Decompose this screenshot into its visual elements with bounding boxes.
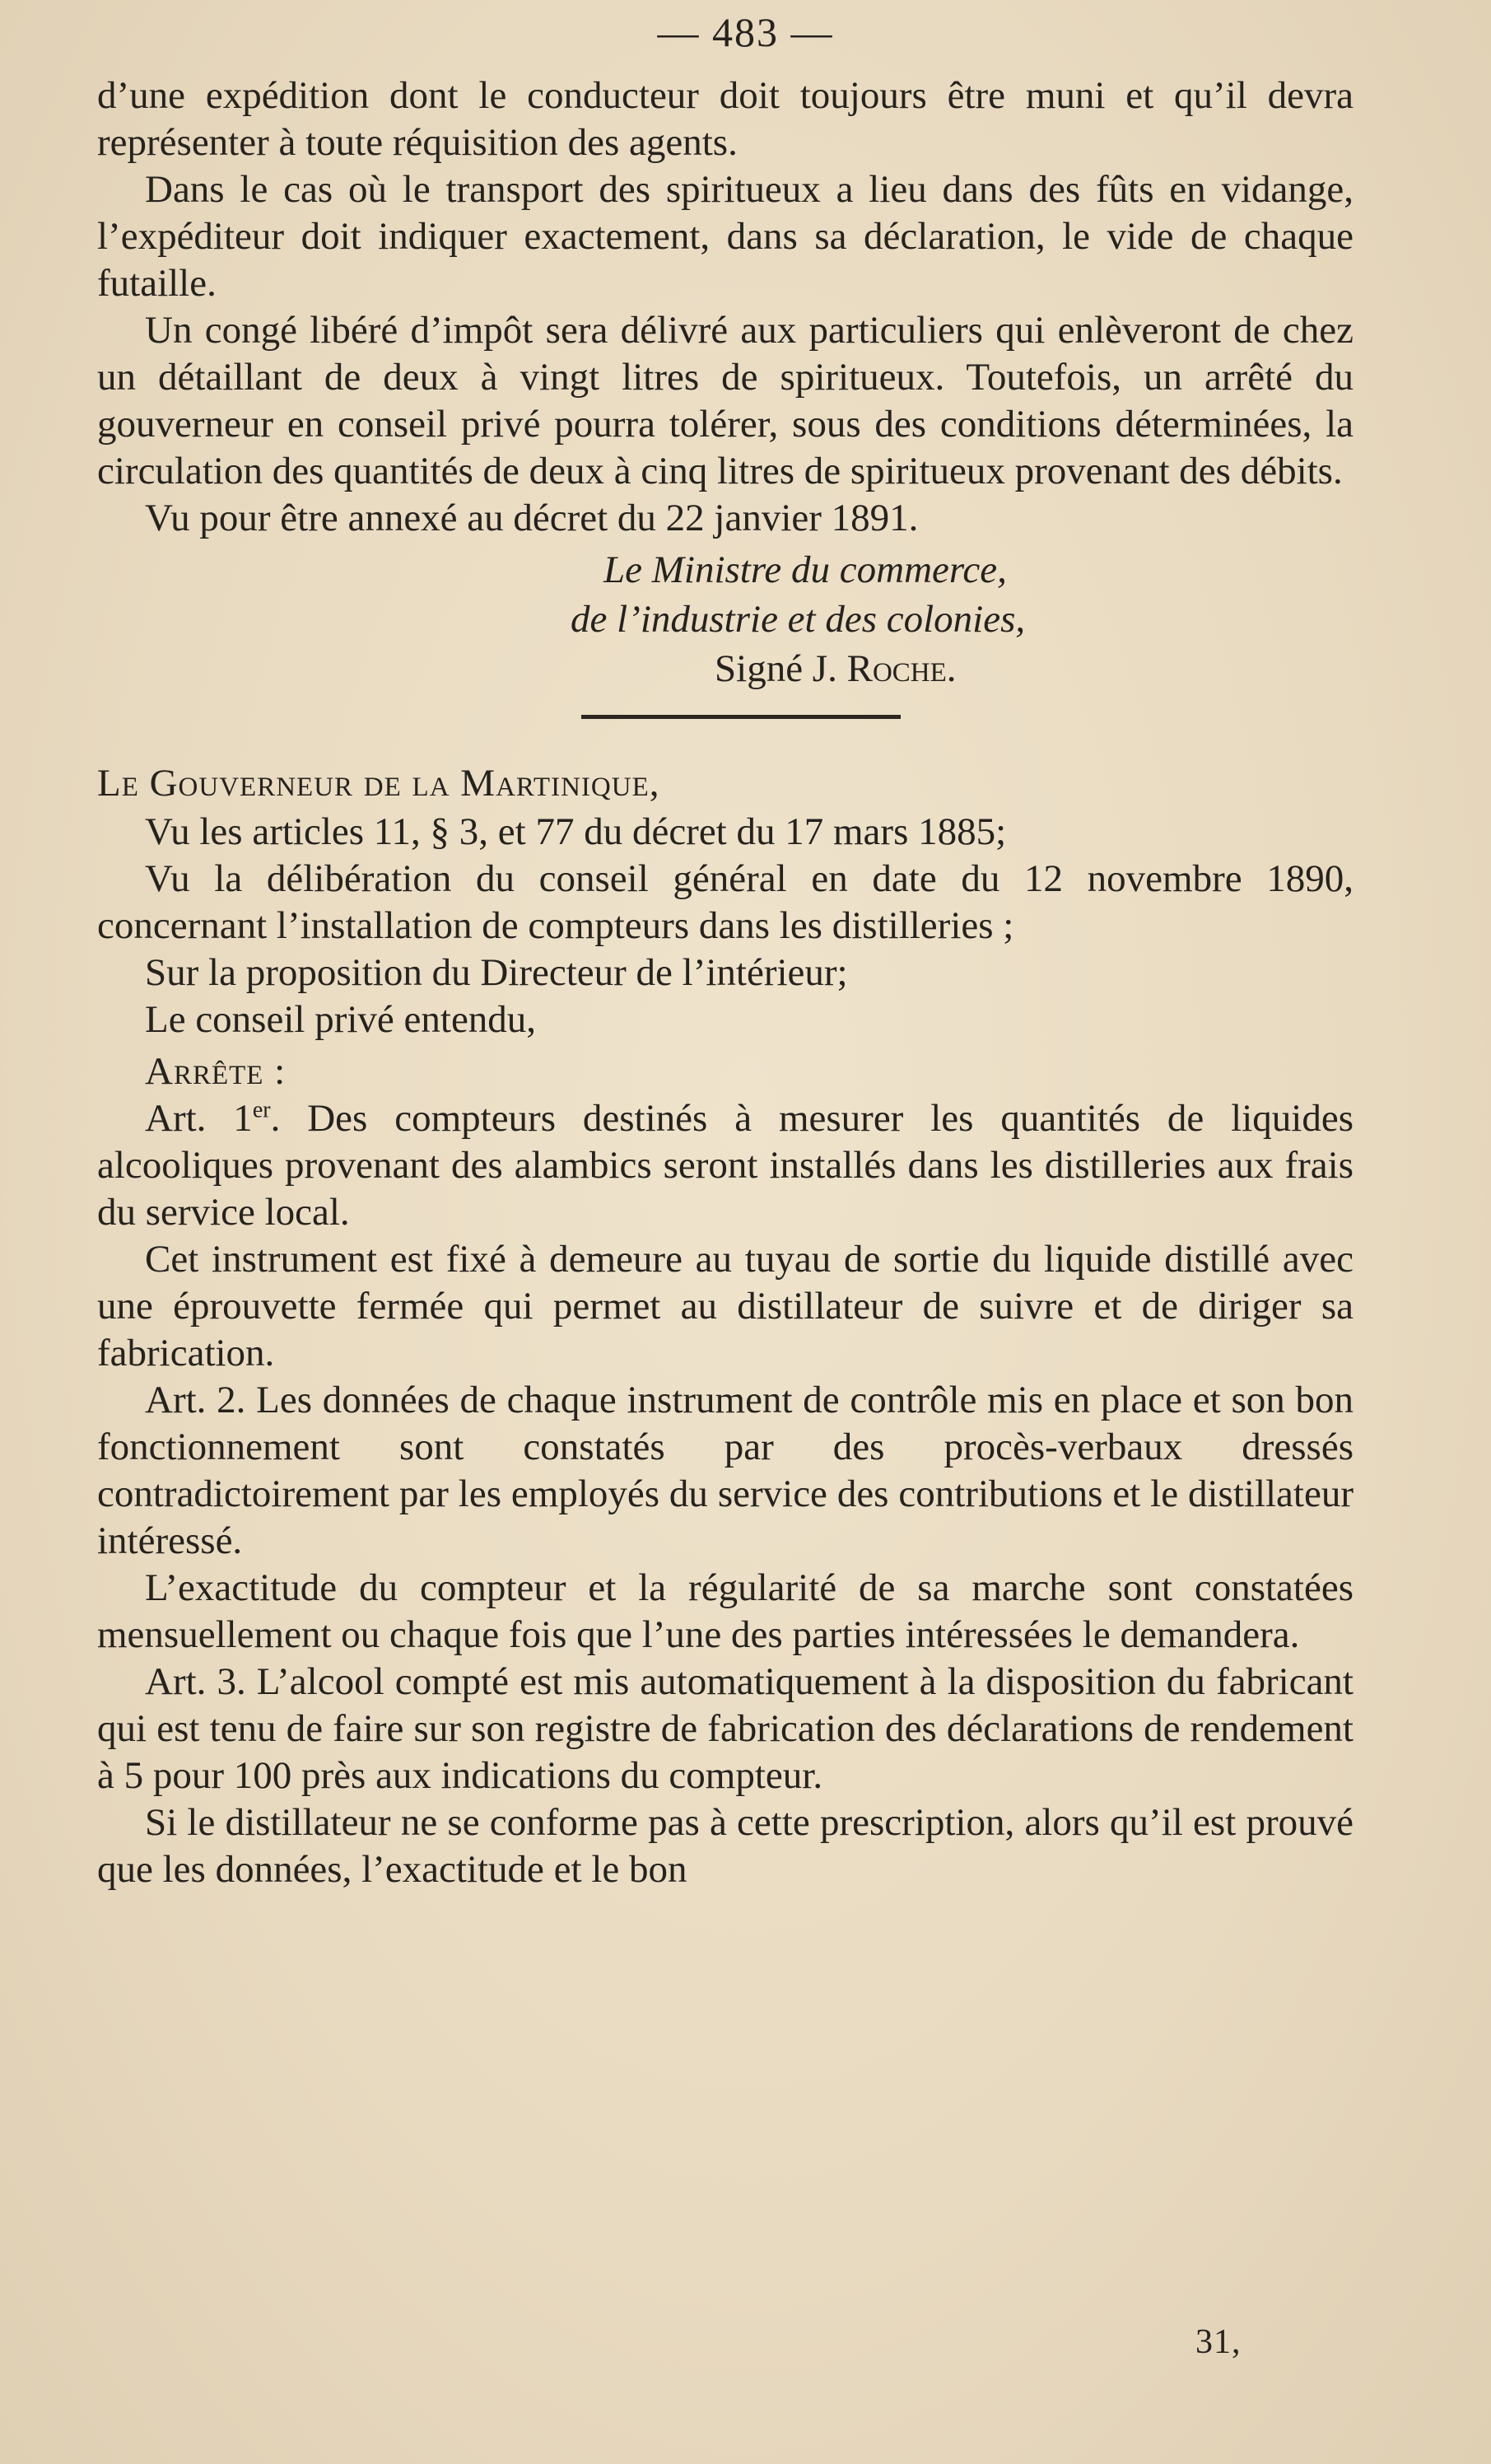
signature-surname: Roche. xyxy=(846,647,957,690)
paragraph: L’exactitude du compteur et la régularité de sa marche sont constatées mensuellement ou chaque fois que l’une des parties intéressées le demandera. xyxy=(97,1566,1354,1656)
printer-signature-mark: 31, xyxy=(1195,2323,1242,2361)
separator-rule xyxy=(581,715,901,719)
article-1-text: . Des compteurs destinés à mesurer les quantités de liquides alcooliques provenant des alambics seront installés dans les distilleries aux frais du service local. xyxy=(97,1097,1354,1234)
paragraph: Dans le cas où le transport des spiritueux a lieu dans des fûts en vidange, l’expéditeur doit indiquer exactement, dans sa déclaration, le vide de chaque futaille. xyxy=(97,168,1354,305)
signature-name xyxy=(81,644,1354,693)
paragraph: Vu les articles 11, § 3, et 77 du décret du 17 mars 1885; xyxy=(145,810,1007,853)
paragraph: Vu pour être annexé au décret du 22 janvier 1891. xyxy=(145,497,919,539)
paragraph: Sur la proposition du Directeur de l’intérieur; xyxy=(145,951,848,994)
paragraph: Le conseil privé entendu, xyxy=(145,998,537,1041)
article-3: Art. 3. L’alcool compté est mis automatiquement à la disposition du fabricant qui est tenu de faire sur son registre de fabrication des déclarations de rendement à 5 pour 100 près aux indications du compteur. xyxy=(97,1660,1354,1797)
body-text xyxy=(97,72,1354,1893)
article-1-superscript: er xyxy=(252,1097,271,1123)
section-heading: Le Gouverneur de la Martinique, xyxy=(97,762,660,805)
signature-title-line1: Le Ministre du commerce, xyxy=(603,548,1007,591)
article-1 xyxy=(97,1095,1354,1236)
signature-title-line2: de l’industrie et des colonies, xyxy=(571,598,1026,641)
article-2: Art. 2. Les données de chaque instrument de contrôle mis en place et son bon fonctionnement sont constatés par des procès-verbaux dressés contradictoirement par les employés du service des contributions et le distillateur intéressé. xyxy=(97,1379,1354,1562)
paragraph: d’une expédition dont le conducteur doit toujours être muni et qu’il devra représenter à toute réquisition des agents. xyxy=(97,74,1354,164)
page-number: — 483 — xyxy=(657,9,834,55)
article-1-label: Art. 1 xyxy=(145,1097,253,1140)
signature-prefix: Signé J. xyxy=(715,647,837,690)
paragraph: Un congé libéré d’impôt sera délivré aux particuliers qui enlèveront de chez un détaillant de deux à vingt litres de spiritueux. Toutefois, un arrêté du gouverneur en conseil privé pourra tolérer, sous des conditions déterminées, la circulation des quantités de deux à cinq litres de spiritueux provenant des débits. xyxy=(97,309,1354,492)
paragraph: Vu la délibération du conseil général en date du 12 novembre 1890, concernant l’installation de compteurs dans les distilleries ; xyxy=(97,857,1354,947)
paragraph: Cet instrument est fixé à demeure au tuyau de sortie du liquide distillé avec une éprouvette fermée qui permet au distillateur de suivre et de diriger sa fabrication. xyxy=(97,1238,1354,1374)
paragraph: Si le distillateur ne se conforme pas à cette prescription, alors qu’il est prouvé que les données, l’exactitude et le bon xyxy=(97,1801,1354,1891)
arrete-heading: Arrête : xyxy=(145,1050,287,1093)
